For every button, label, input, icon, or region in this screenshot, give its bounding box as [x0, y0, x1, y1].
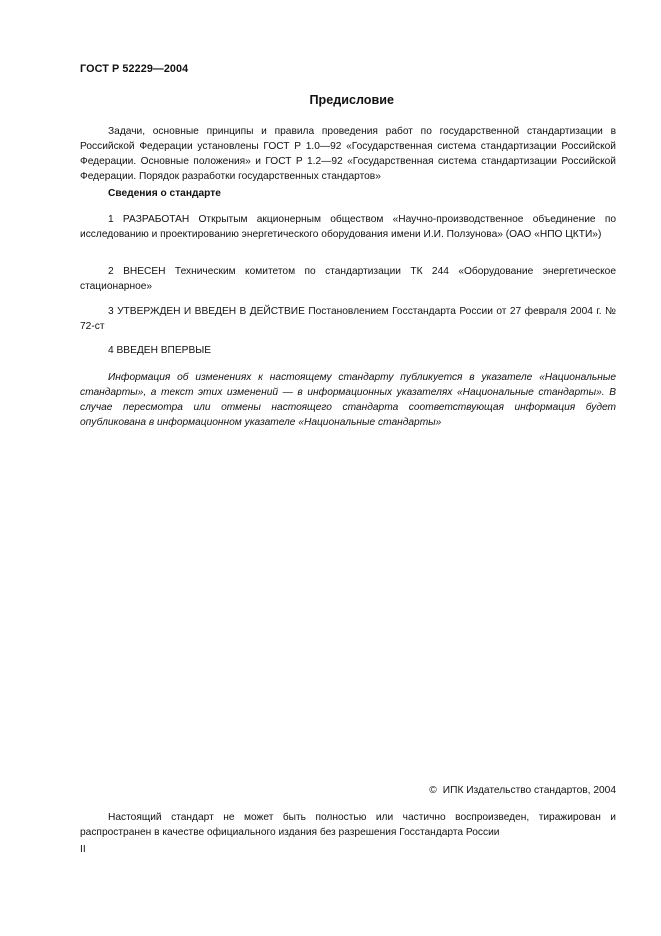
info-item-text: 4 ВВЕДЕН ВПЕРВЫЕ	[108, 345, 212, 356]
preface-intro-text: Задачи, основные принципы и правила проведения работ по государственной стандартизации в Российской Федерации установлены ГОСТ Р 1.0—92 «Государственная система стандартизации Российской Федерации. Основные положения» и ГОСТ Р 1.2—92 «Государственная система стандартизации Российской Федерации. Порядок разработки государственных стандартов»	[80, 126, 616, 182]
info-item-first-introduced	[80, 343, 616, 358]
info-item-text: 3 УТВЕРЖДЕН И ВВЕДЕН В ДЕЙСТВИЕ Постановлением Госстандарта России от 27 февраля 2004 г. № 72-ст	[80, 306, 616, 332]
copyright-text: ИПК Издательство стандартов, 2004	[442, 785, 616, 796]
page-number: II	[80, 844, 86, 855]
info-item-approved	[80, 304, 616, 334]
info-item-text: 2 ВНЕСЕН Техническим комитетом по стандартизации ТК 244 «Оборудование энергетическое стационарное»	[80, 266, 616, 292]
changes-notice	[80, 370, 616, 430]
copyright-icon: ©	[429, 785, 437, 796]
info-item-text: 1 РАЗРАБОТАН Открытым акционерным обществом «Научно-производственное объединение по исследованию и проектированию энергетического оборудования имени И.И. Ползунова» (ОАО «НПО ЦКТИ»)	[80, 214, 616, 240]
changes-notice-text: Информация об изменениях к настоящему стандарту публикуется в указателе «Национальные стандарты», а текст этих изменений — в информационных указателях «Национальные стандарты». В случае пересмотра или отмены настоящего стандарта соответствующая информация будет опубликована в информационном указателе «Национальные стандарты»	[80, 372, 616, 428]
document-code: ГОСТ Р 52229—2004	[80, 63, 189, 75]
reproduction-notice	[80, 810, 616, 840]
preface-title: Предисловие	[309, 93, 394, 107]
reproduction-notice-text: Настоящий стандарт не может быть полностью или частично воспроизведен, тиражирован и распространен в качестве официального издания без разрешения Госстандарта России	[80, 812, 616, 838]
standard-info-heading: Сведения о стандарте	[108, 188, 221, 199]
preface-intro	[80, 124, 616, 184]
info-item-developed	[80, 212, 616, 242]
info-item-submitted	[80, 264, 616, 294]
copyright-line	[80, 783, 616, 798]
